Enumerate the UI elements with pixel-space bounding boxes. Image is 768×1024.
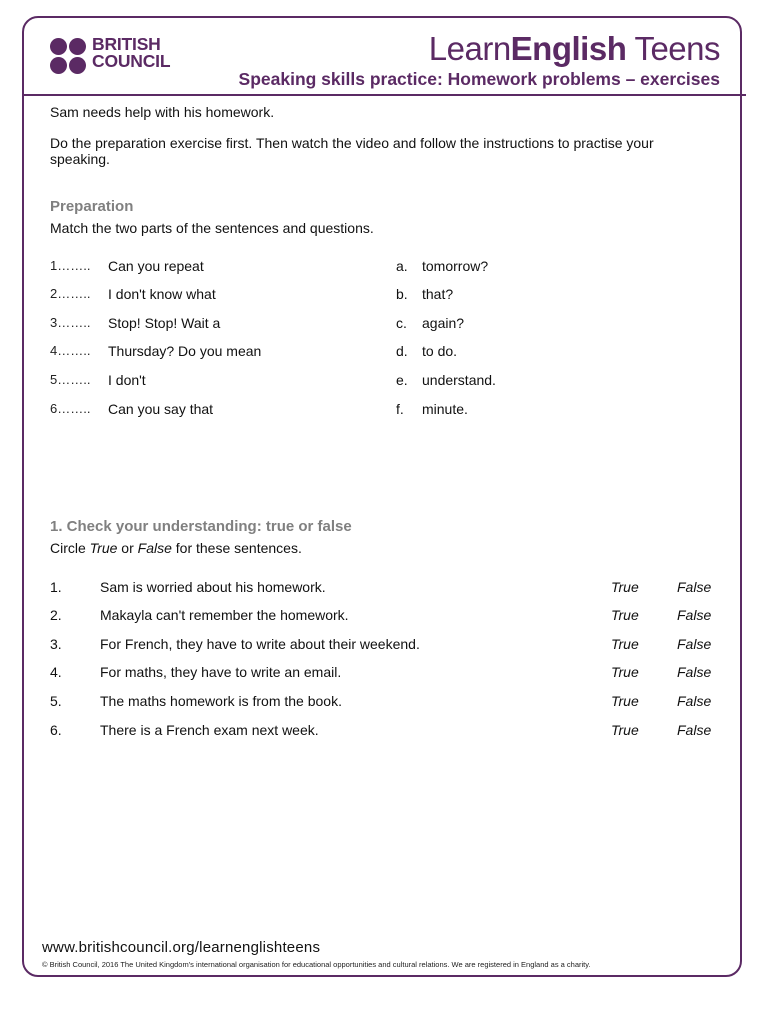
list-item xyxy=(50,401,730,419)
logo-dots-icon xyxy=(50,38,88,74)
true-option[interactable]: True xyxy=(611,693,639,709)
item-ending: again? xyxy=(422,315,465,331)
true-option[interactable]: True xyxy=(611,664,639,680)
item-text: Stop! Stop! Wait a xyxy=(108,315,221,331)
item-text: I don't xyxy=(108,372,146,388)
item-ending: to do. xyxy=(422,343,458,359)
preparation-instruction: Match the two parts of the sentences and questions. xyxy=(50,220,374,236)
false-option[interactable]: False xyxy=(677,664,712,680)
list-item xyxy=(50,286,730,304)
check-understanding-instruction: Circle True or False for these sentences. xyxy=(50,540,302,556)
list-item xyxy=(50,693,730,711)
false-option[interactable]: False xyxy=(677,607,712,623)
item-ending: understand. xyxy=(422,372,496,388)
false-option[interactable]: False xyxy=(677,722,712,738)
item-text: There is a French exam next week. xyxy=(100,722,319,738)
logo-wordmark: BRITISH COUNCIL xyxy=(92,34,171,71)
item-number: 4…….. xyxy=(50,343,91,358)
item-ending: that? xyxy=(422,286,454,302)
item-text: For French, they have to write about their weekend. xyxy=(100,636,420,652)
item-text: Can you repeat xyxy=(108,258,204,274)
item-text: Can you say that xyxy=(108,401,214,417)
footer-url-link[interactable]: www.britishcouncil.org/learnenglishteens xyxy=(42,939,321,956)
item-number: 2. xyxy=(50,607,62,623)
footer-copyright: © British Council, 2016 The United Kingdom's international organisation for educational opportunities and cultural relations. We are registered in England as a charity. xyxy=(42,960,591,969)
learnenglish-teens-brand: LearnEnglish Teens xyxy=(428,30,720,67)
item-letter: b. xyxy=(396,286,408,302)
item-text: I don't know what xyxy=(108,286,216,302)
list-item xyxy=(50,664,730,682)
page-title: Speaking skills practice: Homework problems – exercises xyxy=(238,69,720,89)
item-text: Makayla can't remember the homework. xyxy=(100,607,349,623)
item-ending: tomorrow? xyxy=(422,258,489,274)
item-text: For maths, they have to write an email. xyxy=(100,664,342,680)
item-number: 1…….. xyxy=(50,258,91,273)
item-letter: c. xyxy=(396,315,407,331)
item-number: 2…….. xyxy=(50,286,91,301)
item-number: 1. xyxy=(50,579,62,595)
false-option[interactable]: False xyxy=(677,693,712,709)
list-item xyxy=(50,579,730,597)
true-option[interactable]: True xyxy=(611,607,639,623)
item-text: Sam is worried about his homework. xyxy=(100,579,326,595)
preparation-heading: Preparation xyxy=(50,198,134,215)
list-item xyxy=(50,722,730,740)
true-option[interactable]: True xyxy=(611,636,639,652)
list-item xyxy=(50,607,730,625)
item-letter: a. xyxy=(396,258,408,274)
item-number: 3. xyxy=(50,636,62,652)
intro-line-2: Do the preparation exercise first. Then watch the video and follow the instructions to practise your speaking. xyxy=(50,135,654,167)
header-divider xyxy=(22,94,746,96)
item-number: 3…….. xyxy=(50,315,91,330)
item-text: Thursday? Do you mean xyxy=(108,343,262,359)
false-option[interactable]: False xyxy=(677,579,712,595)
item-number: 4. xyxy=(50,664,62,680)
item-text: The maths homework is from the book. xyxy=(100,693,342,709)
item-ending: minute. xyxy=(422,401,468,417)
item-number: 5. xyxy=(50,693,62,709)
true-option[interactable]: True xyxy=(611,579,639,595)
item-letter: f. xyxy=(396,401,404,417)
item-number: 5…….. xyxy=(50,372,91,387)
item-letter: e. xyxy=(396,372,408,388)
british-council-logo xyxy=(50,36,180,76)
item-letter: d. xyxy=(396,343,408,359)
list-item xyxy=(50,258,730,276)
true-option[interactable]: True xyxy=(611,722,639,738)
list-item xyxy=(50,372,730,390)
intro-line-1: Sam needs help with his homework. xyxy=(50,104,275,120)
item-number: 6. xyxy=(50,722,62,738)
list-item xyxy=(50,636,730,654)
false-option[interactable]: False xyxy=(677,636,712,652)
item-number: 6…….. xyxy=(50,401,91,416)
list-item xyxy=(50,343,730,361)
list-item xyxy=(50,315,730,333)
check-understanding-heading: 1. Check your understanding: true or false xyxy=(50,518,352,535)
